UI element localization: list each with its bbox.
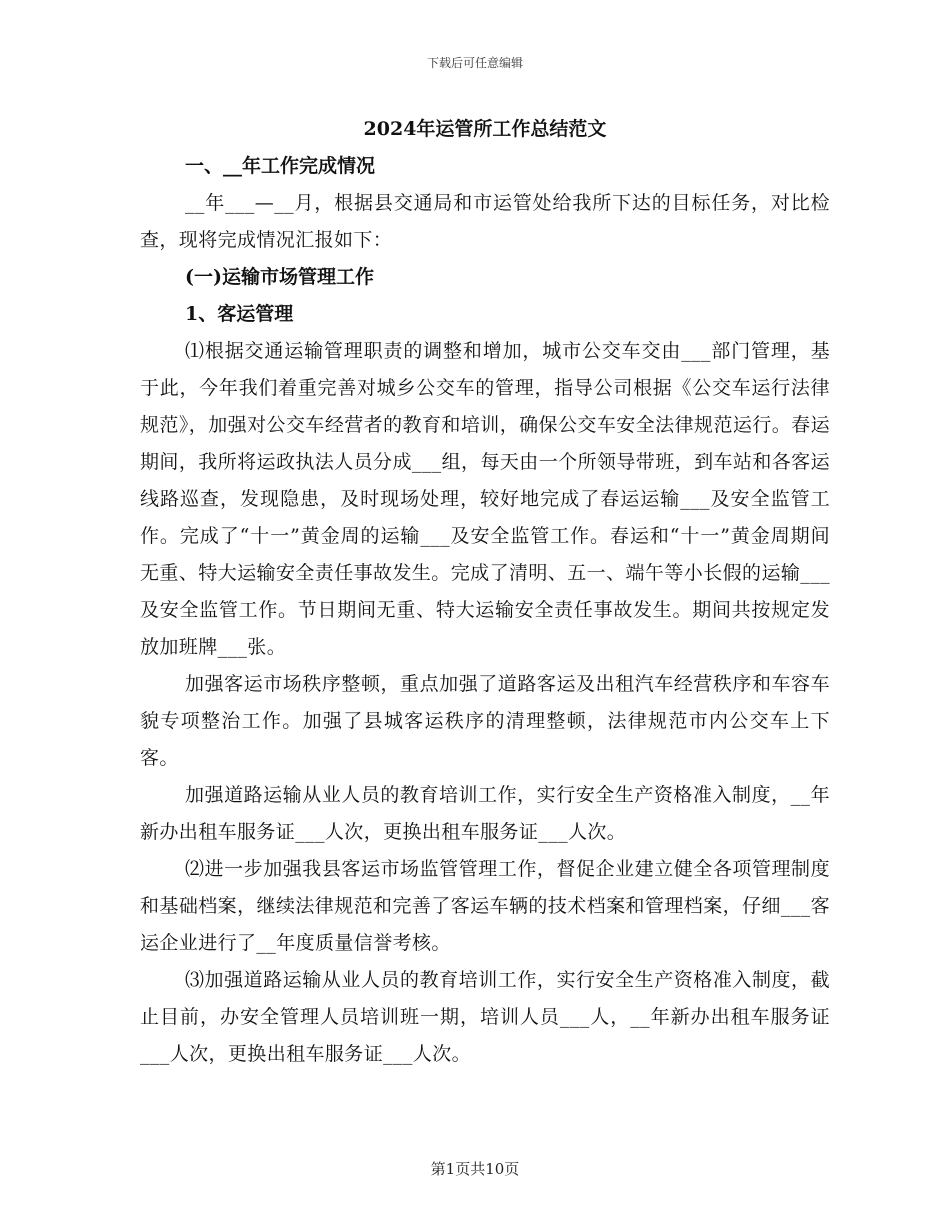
section-heading: 一、__年工作完成情况 bbox=[185, 155, 376, 177]
body-paragraph: ⑶加强道路运输从业人员的教育培训工作，实行安全生产资格准入制度，截止目前，办安全管理人员培训班一期，培训人员___人，__年新办出租车服务证___人次，更换出租车服务证___人次。 bbox=[140, 969, 830, 1065]
body-paragraph: 加强客运市场秩序整顿，重点加强了道路客运及出租汽车经营秩序和车容车貌专项整治工作。加强了县城客运秩序的清理整顿，法律规范市内公交车上下客。 bbox=[140, 673, 830, 769]
body-paragraph: 加强道路运输从业人员的教育培训工作，实行安全生产资格准入制度，__年新办出租车服务证___人次，更换出租车服务证___人次。 bbox=[140, 784, 830, 843]
subsection-heading: (一)运输市场管理工作 bbox=[185, 266, 374, 288]
item-heading: 1、客运管理 bbox=[185, 303, 294, 325]
body-paragraph: ⑵进一步加强我县客运市场监管管理工作，督促企业建立健全各项管理制度和基础档案，继续法律规范和完善了客运车辆的技术档案和管理档案，仔细___客运企业进行了__年度质量信誉考核。 bbox=[140, 858, 830, 954]
header-note: 下载后可任意编辑 bbox=[426, 56, 523, 70]
page-footer: 第1页共10页 bbox=[430, 1160, 520, 1178]
document-title: 2024年运管所工作总结范文 bbox=[363, 118, 607, 140]
intro-paragraph: __年___—__月，根据县交通局和市运管处给我所下达的目标任务，对比检查，现将完成情况汇报如下： bbox=[140, 192, 830, 251]
document-body bbox=[140, 112, 830, 1073]
body-paragraph: ⑴根据交通运输管理职责的调整和增加，城市公交车交由___部门管理，基于此，今年我们着重完善对城乡公交车的管理，指导公司根据《公交车运行法律规范》，加强对公交车经营者的教育和培训，确保公交车安全法律规范运行。春运期间，我所将运政执法人员分成___组，每天由一个所领导带班，到车站和各客运线路巡查，发现隐患，及时现场处理，较好地完成了春运运输___及安全监管工作。完成了“十一”黄金周的运输___及安全监管工作。春运和“十一”黄金周期间无重、特大运输安全责任事故发生。完成了清明、五一、端午等小长假的运输___及安全监管工作。节日期间无重、特大运输安全责任事故发生。期间共按规定发放加班牌___张。 bbox=[140, 340, 830, 658]
